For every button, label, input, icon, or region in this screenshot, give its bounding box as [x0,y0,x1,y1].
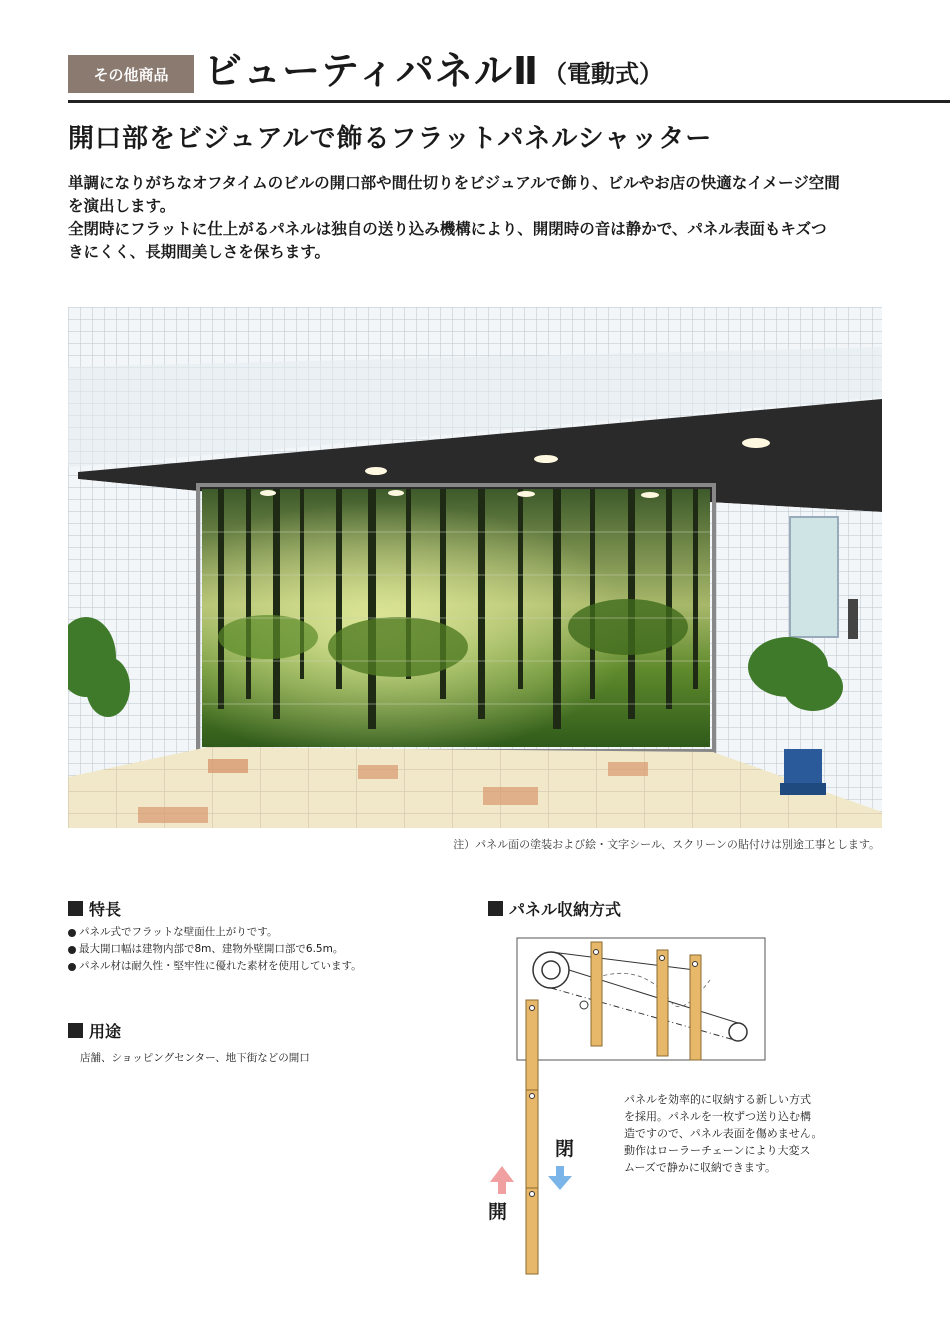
square-bullet-icon [68,1023,83,1038]
features-heading [68,897,121,920]
usage-text: 店舗、ショッピングセンター、地下街などの開口 [80,1052,310,1064]
bullet-icon [68,929,76,937]
storage-description [624,1091,834,1176]
storage-heading-label: パネル収納方式 [509,900,622,919]
photo-note: 注）パネル面の塗装および絵・文字シール、スクリーンの貼付けは別途工事とします。 [453,838,880,851]
close-label: 閉 [555,1138,575,1160]
bullet-icon [68,946,76,954]
product-photo [68,307,882,828]
product-type: （電動式） [543,60,663,88]
description-line: を採用。パネルを一枚ずつ送り込む構 [624,1110,811,1123]
usage-heading [68,1019,121,1042]
feature-text: パネル式でフラットな壁面仕上がりです。 [79,926,278,938]
feature-text: 最大開口幅は建物内部で8m、建物外壁開口部で6.5m。 [79,943,344,955]
storage-heading [488,897,621,920]
description-line: ムーズで静かに収納できます。 [624,1161,777,1174]
square-bullet-icon [488,901,503,916]
title-divider [68,100,950,103]
product-name: ビューティパネルⅡ [204,49,539,93]
intro-line: 全閉時にフラットに仕上がるパネルは独自の送り込み機構により、開閉時の音は静かで、パネル表面もキズつ [68,220,827,238]
intro-line: きにくく、長期間美しさを保ちます。 [68,243,330,261]
list-item [68,958,362,975]
description-line: パネルを効率的に収納する新しい方式 [624,1093,811,1106]
square-bullet-icon [68,901,83,916]
description-line: 造ですので、パネル表面を傷めません。 [624,1127,823,1140]
category-badge [68,55,194,93]
intro-line: 単調になりがちなオフタイムのビルの開口部や間仕切りをビジュアルで飾り、ビルやお店の快適なイメージ空間 [68,174,840,192]
features-heading-label: 特長 [89,900,122,919]
close-arrow-icon [548,1166,572,1190]
intro-line: を演出します。 [68,197,176,215]
list-item [68,924,362,941]
headline: 開口部をビジュアルで飾るフラットパネルシャッター [68,124,713,154]
list-item [68,941,362,958]
description-line: 動作はローラーチェーンにより大変ス [624,1144,811,1157]
usage-heading-label: 用途 [89,1022,122,1041]
features-list [68,924,362,975]
category-label: その他商品 [93,65,169,84]
open-arrow-icon [490,1166,514,1194]
intro-text [68,172,898,264]
bullet-icon [68,963,76,971]
page-title [204,46,663,96]
open-label: 開 [488,1201,508,1223]
feature-text: パネル材は耐久性・堅牢性に優れた素材を使用しています。 [79,960,362,972]
